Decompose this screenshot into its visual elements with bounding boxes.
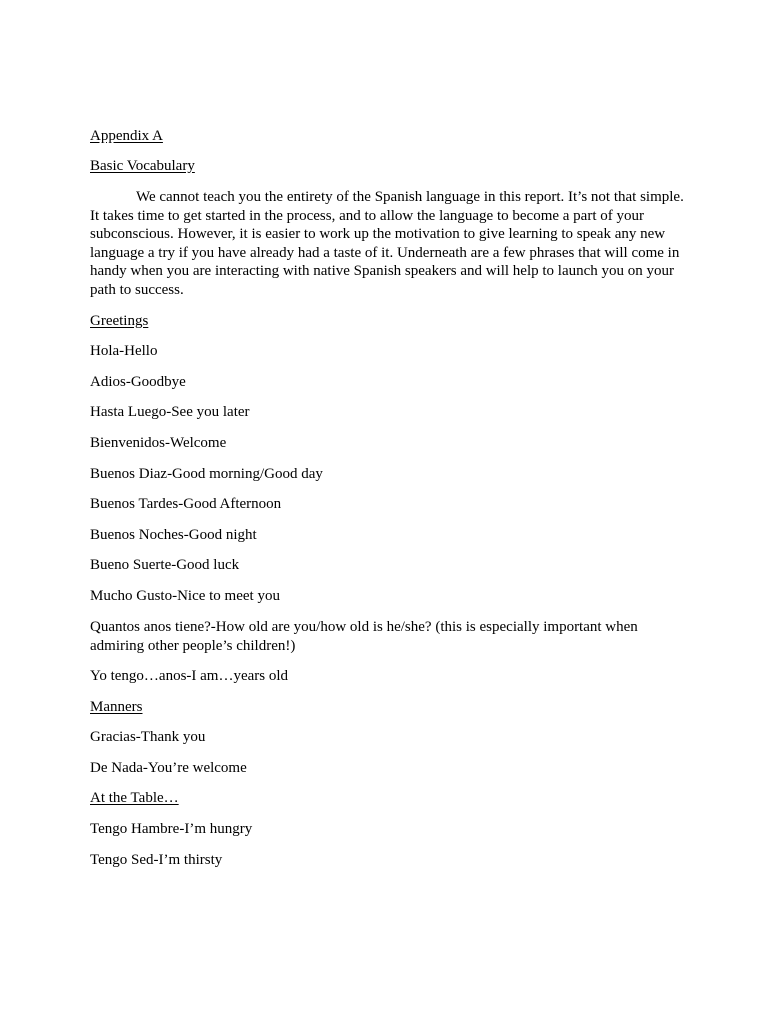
- vocab-entry: Buenos Diaz-Good morning/Good day: [90, 465, 323, 482]
- vocab-entry: Hola-Hello: [90, 343, 158, 360]
- manners-heading: Manners: [90, 698, 143, 715]
- vocab-entry: Gracias-Thank you: [90, 729, 206, 746]
- vocab-entry: Buenos Noches-Good night: [90, 526, 257, 543]
- vocab-entry: De Nada-You’re welcome: [90, 759, 247, 776]
- table-heading: At the Table…: [90, 790, 179, 807]
- greetings-heading: Greetings: [90, 312, 149, 329]
- vocab-entry: Buenos Tardes-Good Afternoon: [90, 496, 282, 513]
- vocab-entry: Yo tengo…anos-I am…years old: [90, 668, 289, 685]
- vocab-entry: Quantos anos tiene?-How old are you/how old is he/she? (this is especially important when admiring other people’s children!): [90, 618, 638, 654]
- vocab-entry: Mucho Gusto-Nice to meet you: [90, 587, 280, 604]
- section-title: Basic Vocabulary: [90, 158, 195, 174]
- vocab-entry: Bienvenidos-Welcome: [90, 434, 227, 451]
- vocab-entry: Adios-Goodbye: [90, 373, 186, 390]
- page-content: [90, 127, 690, 881]
- vocab-entry: Tengo Sed-I’m thirsty: [90, 851, 223, 868]
- vocab-entry: Bueno Suerte-Good luck: [90, 557, 240, 574]
- intro-paragraph: We cannot teach you the entirety of the Spanish language in this report. It’s not that simple. It takes time to get started in the process, and to allow the language to become a part of your subconscious. However, it is easier to work up the motivation to give learning to speak any new language a try if you have already had a taste of it. Underneath are a few phrases that will come in handy when you are interacting with native Spanish speakers and will help to launch you on your path to success.: [90, 189, 684, 298]
- appendix-title: Appendix A: [90, 128, 163, 144]
- vocab-entry: Hasta Luego-See you later: [90, 404, 250, 421]
- vocab-entry: Tengo Hambre-I’m hungry: [90, 821, 253, 838]
